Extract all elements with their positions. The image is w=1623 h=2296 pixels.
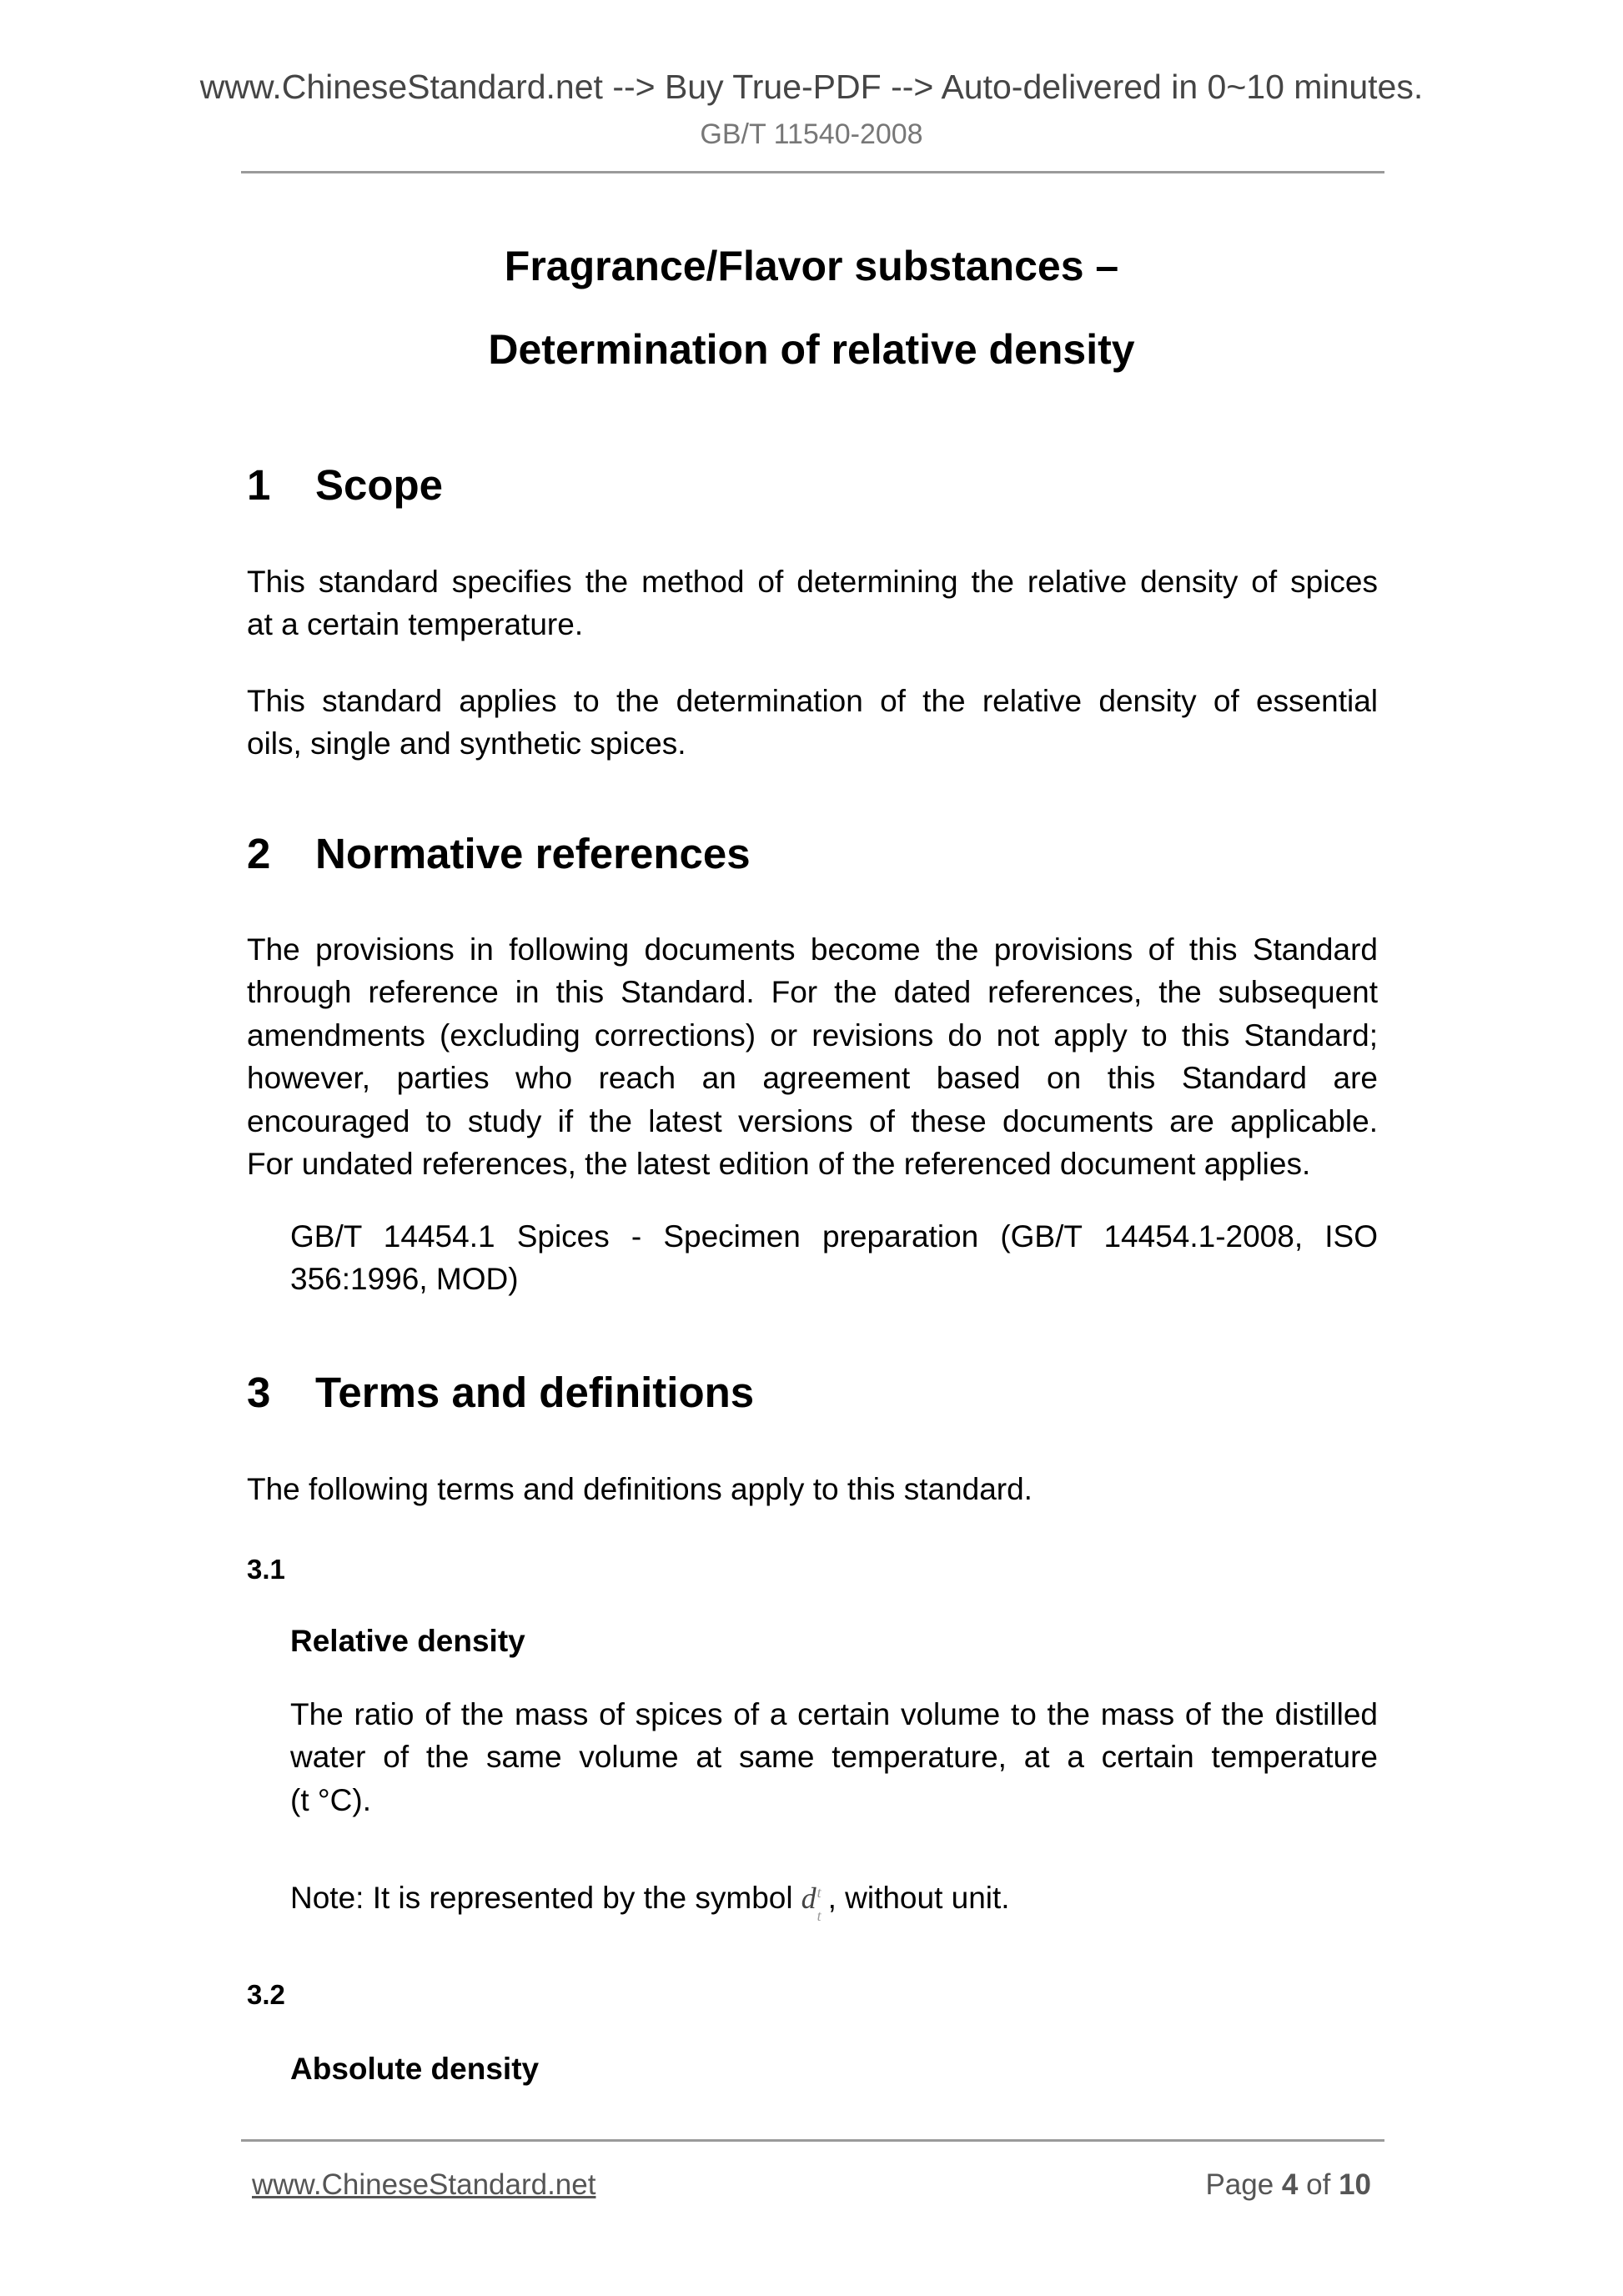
text-line: however, parties who reach an agreement based on this Standard are [247,1061,1378,1096]
text-line: at a certain temperature. [247,607,584,642]
text-line: encouraged to study if the latest versions of these documents are applicable. [247,1103,1378,1138]
section-heading-normative-references [247,829,751,879]
note-relative-density [290,1876,1378,1924]
section-title: Scope [315,461,444,509]
text-line: water of the same volume at same temperature, at a certain temperature [290,1740,1378,1775]
section-title: Terms and definitions [315,1369,755,1416]
text-line: through reference in this Standard. For the dated references, the subsequent [247,975,1378,1010]
normative-reference-item [290,1215,1378,1301]
page-label: Page [1205,2168,1274,2201]
section-number: 2 [247,830,271,877]
term-relative-density: Relative density [290,1624,525,1658]
term-absolute-density: Absolute density [290,2052,540,2086]
text-line: The provisions in following documents become the provisions of this Standard [247,932,1378,967]
header-divider [241,171,1384,173]
text-line: GB/T 14454.1 Spices - Specimen preparation (GB/T 14454.1-2008, ISO [290,1219,1378,1254]
text-line: (t °C). [290,1782,371,1817]
text-line: This standard applies to the determination of the relative density of essential [247,684,1378,718]
page-of: of [1306,2168,1331,2201]
clause-number-3-1: 3.1 [247,1554,285,1585]
section-number: 1 [247,461,271,509]
text-line: This standard specifies the method of determining the relative density of spices [247,565,1378,599]
section-number: 3 [247,1369,271,1416]
definition-relative-density [290,1693,1378,1821]
page-current: 4 [1281,2168,1299,2201]
text-line: The ratio of the mass of spices of a certain volume to the mass of the distilled [290,1697,1378,1731]
page-indicator [1205,2168,1371,2202]
normative-paragraph [247,928,1378,1185]
text-line: The following terms and definitions apply to this standard. [247,1472,1033,1506]
standard-code: GB/T 11540-2008 [700,118,923,150]
relative-density-symbol [801,1882,822,1924]
clause-number-3-2: 3.2 [247,1979,285,2010]
text-line: 356:1996, MOD) [290,1262,519,1297]
text-line: amendments (excluding corrections) or revisions do not apply to this Standard; [247,1017,1378,1053]
note-suffix: , without unit. [827,1881,1010,1915]
page-total: 10 [1339,2168,1371,2201]
symbol-base: d [801,1882,817,1915]
symbol-superscript: t [817,1884,822,1901]
symbol-subscript: t [817,1907,822,1924]
footer-divider [241,2139,1384,2142]
footer-site-link[interactable]: www.ChineseStandard.net [252,2168,596,2201]
header-banner: www.ChineseStandard.net --> Buy True-PDF --> Auto-delivered in 0~10 minutes. [199,68,1424,106]
text-line: oils, single and synthetic spices. [247,726,686,761]
scope-paragraph-1 [247,560,1378,646]
doc-title-line2: Determination of relative density [488,326,1135,373]
section-heading-scope [247,460,443,510]
note-prefix: Note: It is represented by the symbol [290,1881,793,1915]
text-line: For undated references, the latest edition of the referenced document applies. [247,1147,1311,1182]
section-heading-terms-definitions [247,1368,754,1418]
doc-title-line1: Fragrance/Flavor substances – [504,243,1119,289]
scope-paragraph-2 [247,680,1378,766]
text-line [290,1876,1378,1924]
section-title: Normative references [315,830,751,877]
terms-intro [247,1468,1378,1510]
